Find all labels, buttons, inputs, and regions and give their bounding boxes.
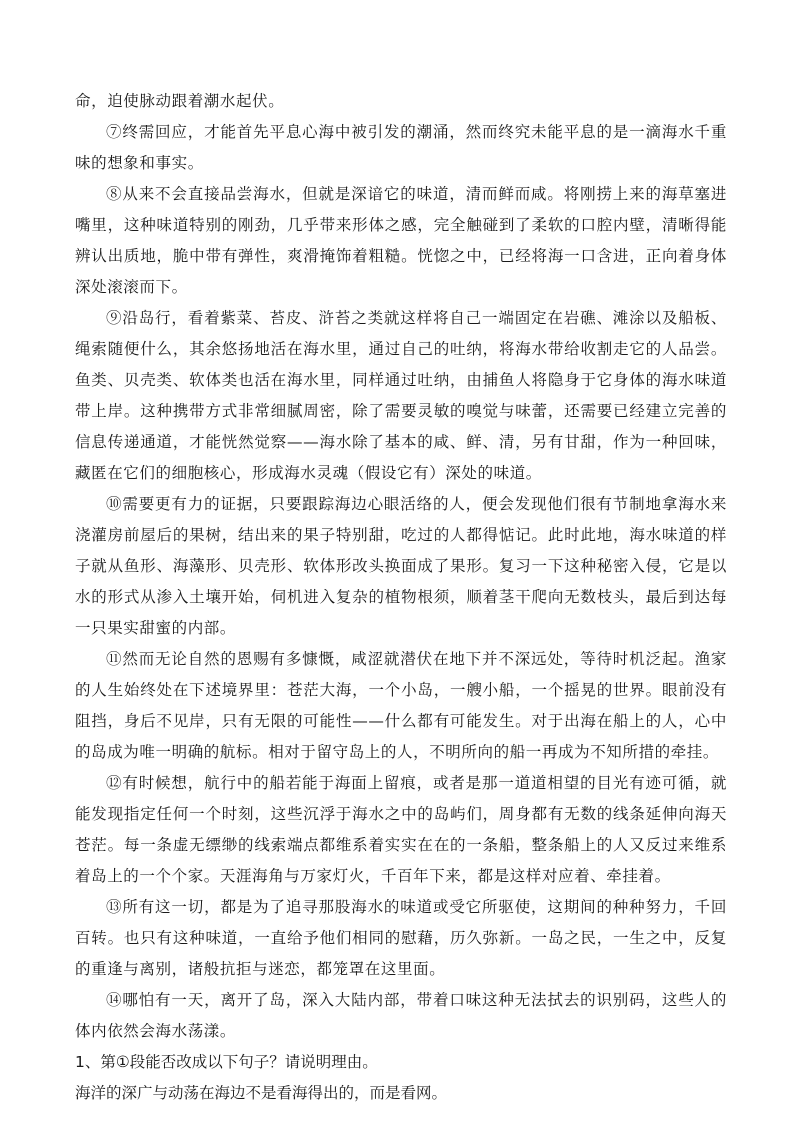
paragraph-9: ⑨沿岛行，看着紫菜、苔皮、浒苔之类就这样将自己一端固定在岩礁、滩涂以及船板、绳索随便什么，其余悠扬地活在海水里，通过自己的吐纳，将海水带给收割走它的人品尝。鱼类、贝壳类、软体类也活在海水里，同样通过吐纳，由捕鱼人将隐身于它身体的海水味道带上岸。这种携带方式非常细腻周密，除了需要灵敏的嗅觉与味蕾，还需要已经建立完善的信息传递通道，才能恍然觉察——海水除了基本的咸、鲜、清，另有甘甜，作为一种回味，藏匿在它们的细胞核心，形成海水灵魂（假设它有）深处的味道。: [75, 309, 727, 482]
paragraph-6-continuation: 命，迫使脉动跟着潮水起伏。: [75, 92, 285, 110]
document-content: [75, 86, 727, 1109]
paragraph-13: ⑬所有这一切，都是为了追寻那股海水的味道或受它所驱使，这期间的种种努力，千回百转。也只有这种味道，一直给予他们相同的慰藉，历久弥新。一岛之民，一生之中，反复的重逢与离别，诸般抗拒与迷恋，都笼罩在这里面。: [75, 898, 727, 978]
paragraph-7: ⑦终需回应，才能首先平息心海中被引发的潮涌，然而终究未能平息的是一滴海水千重味的想象和事实。: [75, 123, 727, 172]
question-prompt: 1、第①段能否改成以下句子？请说明理由。: [75, 1053, 378, 1071]
paragraph-8: ⑧从来不会直接品尝海水，但就是深谙它的味道，清而鲜而咸。将刚捞上来的海草塞进嘴里，这种味道特别的刚劲，几乎带来形体之感，完全触碰到了柔软的口腔内壁，清晰得能辨认出质地，脆中带有弹性，爽滑掩饰着粗糙。恍惚之中，已经将海一口含进，正向着身体深处滚滚而下。: [75, 185, 727, 296]
paragraph-12: ⑫有时候想，航行中的船若能于海面上留痕，或者是那一道道相望的目光有迹可循，就能发现指定任何一个时刻，这些沉浮于海水之中的岛屿们，周身都有无数的线条延伸向海天苍茫。每一条虚无缥缈的线索端点都维系着实实在在的一条船，整条船上的人又反过来维系着岛上的一个个家。天涯海角与万家灯火，千百年下来，都是这样对应着、牵挂着。: [75, 774, 727, 885]
question-sentence: 海洋的深广与动荡在海边不是看海得出的，而是看网。: [75, 1084, 448, 1102]
paragraph-11: ⑪然而无论自然的恩赐有多慷慨，咸涩就潜伏在地下并不深远处，等待时机泛起。渔家的人生始终处在下述境界里：苍茫大海，一个小岛，一艘小船，一个摇晃的世界。眼前没有阻挡，身后不见岸，只有无限的可能性——什么都有可能发生。对于出海在船上的人，心中的岛成为唯一明确的航标。相对于留守岛上的人，不明所向的船一再成为不知所措的牵挂。: [75, 650, 727, 761]
paragraph-10: ⑩需要更有力的证据，只要跟踪海边心眼活络的人，便会发现他们很有节制地拿海水来浇灌房前屋后的果树，结出来的果子特别甜，吃过的人都得惦记。此时此地，海水味道的样子就从鱼形、海藻形、贝壳形、软体形改头换面成了果形。复习一下这种秘密入侵，它是以水的形式从渗入土壤开始，伺机进入复杂的植物根须，顺着茎干爬向无数枝头，最后到达每一只果实甜蜜的内部。: [75, 495, 727, 637]
paragraph-14: ⑭哪怕有一天，离开了岛，深入大陆内部，带着口味这种无法拭去的识别码，这些人的体内依然会海水荡漾。: [75, 991, 727, 1040]
